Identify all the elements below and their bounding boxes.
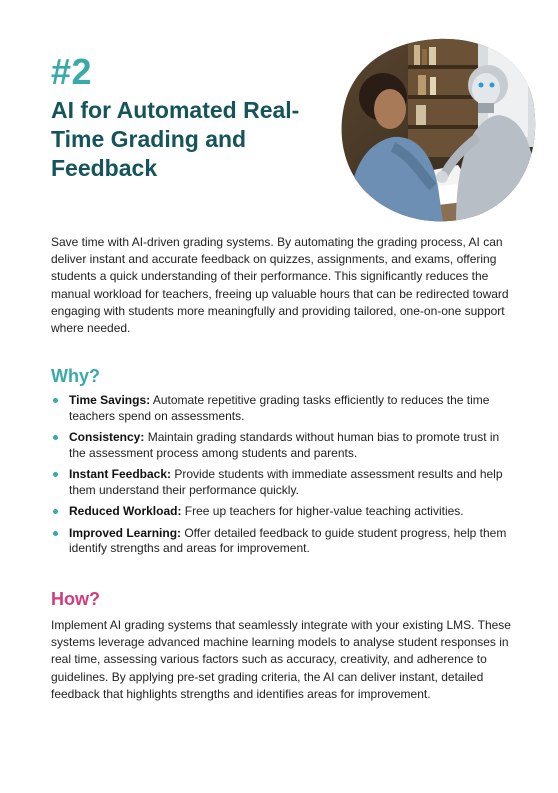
how-heading: How? bbox=[51, 589, 100, 609]
section-number: #2 bbox=[51, 51, 93, 92]
how-paragraph: Implement AI grading systems that seamlessly integrate with your existing LMS. These systems leverage advanced machine learning models to analyse student responses in real time, assessing various factors such as accuracy, creativity, and adherence to guidelines. By applying pre-set grading criteria, the AI can deliver instant, detailed feedback that highlights strengths and identifies areas for improvement. bbox=[51, 618, 511, 701]
student-and-robot-image bbox=[338, 37, 538, 222]
item-text: Free up teachers for higher-value teaching activities. bbox=[181, 504, 464, 518]
item-label: Time Savings: bbox=[69, 393, 151, 407]
why-heading: Why? bbox=[51, 366, 100, 386]
item-text: Provide students with immediate assessment results and help them understand their performance quickly. bbox=[69, 467, 503, 497]
item-label: Reduced Workload: bbox=[69, 504, 182, 518]
item-label: Instant Feedback: bbox=[69, 467, 172, 481]
intro-paragraph: Save time with AI-driven grading systems. By automating the grading process, AI can deliver instant and accurate feedback on quizzes, assignments, and exams, offering students a quick understanding of their performance. This significantly reduces the manual workload for teachers, freeing up valuable hours that can be redirected toward engaging with students more meaningfully and providing tailored, one-on-one support where needed. bbox=[51, 235, 509, 336]
item-label: Improved Learning: bbox=[69, 525, 182, 540]
list-item bbox=[51, 393, 513, 424]
bullet-icon bbox=[53, 472, 58, 477]
list-item bbox=[51, 430, 513, 461]
bullet-icon bbox=[53, 531, 58, 536]
why-list bbox=[51, 393, 513, 563]
item-label: Consistency: bbox=[69, 430, 145, 444]
bullet-icon bbox=[53, 509, 58, 514]
item-text: Maintain grading standards without human bias to promote trust in the assessment process among students and parents. bbox=[69, 430, 500, 460]
list-item bbox=[51, 467, 513, 498]
list-item bbox=[51, 504, 513, 520]
item-text: Offer detailed feedback to guide student progress, help them identify strengths and areas for improvement. bbox=[69, 525, 507, 555]
page-title: AI for Automated Real-Time Grading and Feedback bbox=[51, 97, 300, 181]
bullet-icon bbox=[53, 435, 58, 440]
list-item bbox=[51, 526, 513, 557]
item-text: Automate repetitive grading tasks efficiently to reduces the time teachers spend on assessments. bbox=[69, 393, 490, 423]
bullet-icon bbox=[53, 398, 58, 403]
